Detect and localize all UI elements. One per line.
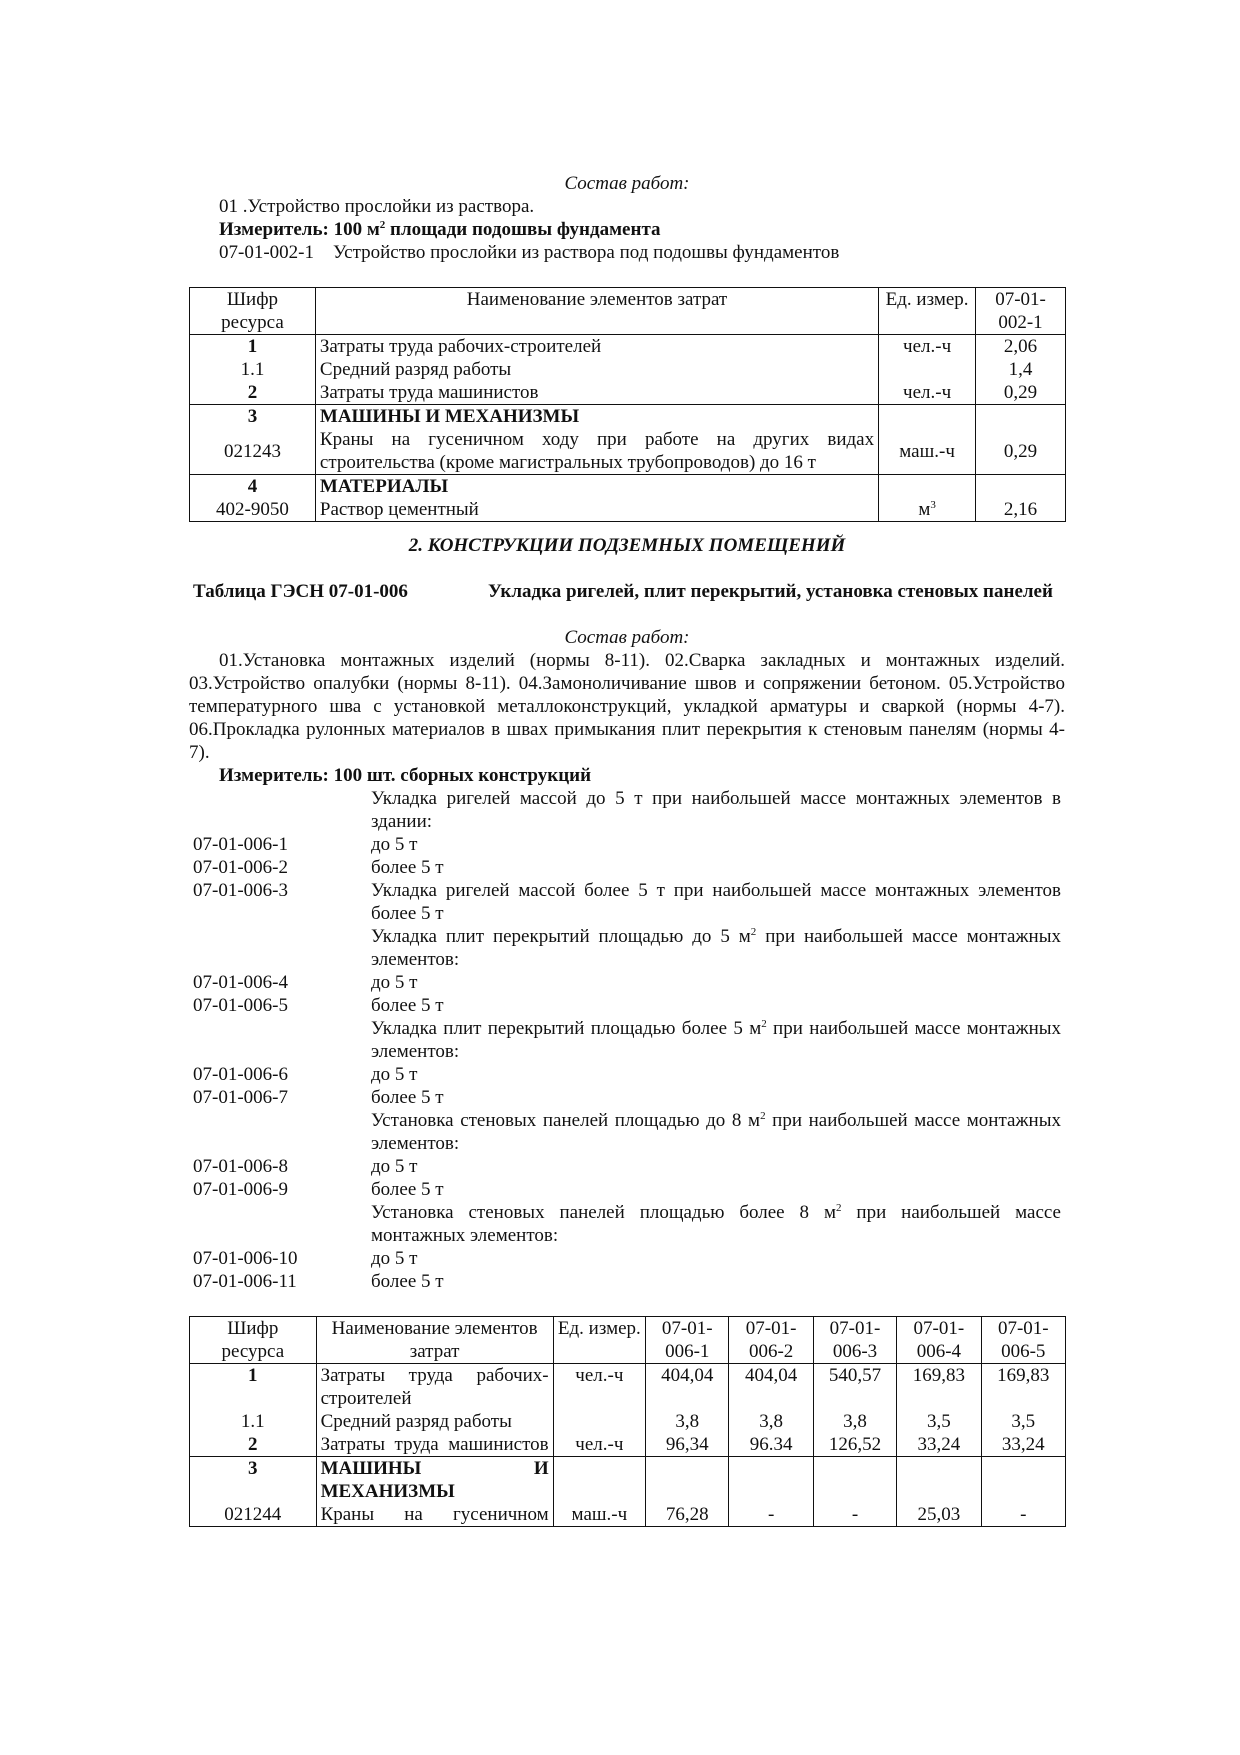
row-value: - bbox=[729, 1503, 813, 1527]
table-header bbox=[190, 1317, 1066, 1364]
list-item: 07-01-006-10 до 5 т bbox=[193, 1248, 418, 1269]
row-value: 3,8 bbox=[646, 1410, 729, 1433]
row-value: 76,28 bbox=[646, 1503, 729, 1527]
header-unit: Ед. измер. bbox=[553, 1317, 645, 1364]
row-code: 4 bbox=[190, 475, 316, 499]
norm-code: 07-01-002-1 bbox=[219, 242, 314, 263]
row-value: - bbox=[981, 1503, 1065, 1527]
row-unit: маш.-ч bbox=[879, 428, 976, 475]
row-code: 1.1 bbox=[190, 1410, 317, 1433]
row-value: 0,29 bbox=[976, 381, 1066, 405]
row-value: 1,4 bbox=[976, 358, 1066, 381]
list-item: 07-01-006-4 до 5 т bbox=[193, 972, 418, 993]
row-code: 1.1 bbox=[190, 358, 316, 381]
header-name: Наименование элементов затрат bbox=[316, 1317, 553, 1364]
row-unit: чел.-ч bbox=[879, 381, 976, 405]
list-item: 07-01-006-9 более 5 т bbox=[193, 1179, 444, 1200]
row-unit: чел.-ч bbox=[553, 1433, 645, 1457]
table-row bbox=[190, 1410, 1066, 1433]
composition-text: 01.Установка монтажных изделий (нормы 8-11). 02.Сварка закладных и монтажных изделий. 03.Устройство опалубки (нормы 8-11). 04.Замоноличивание швов и сопряжении бетоном. 05.Устройство температурного шва с установкой металлоконструкций, укладкой арматуры и сваркой (нормы 4-7). 06.Прокладка рулонных материалов в швах примыкания плит перекрытия к стеновым панелям (нормы 4-7). bbox=[189, 650, 1065, 763]
header-code: Шифр ресурса bbox=[190, 288, 316, 335]
header-col: 07-01-006-4 bbox=[897, 1317, 981, 1364]
row-name: Затраты труда рабочих-строителей bbox=[316, 1364, 553, 1411]
row-value: 2,06 bbox=[976, 335, 1066, 359]
header-name: Наименование элементов затрат bbox=[315, 288, 878, 335]
measure-line bbox=[189, 218, 1065, 241]
list-item: 07-01-006-2 более 5 т bbox=[193, 857, 444, 878]
row-name: МАШИНЫ И МЕХАНИЗМЫ bbox=[315, 405, 878, 429]
table-row bbox=[190, 381, 1066, 405]
list-item: 07-01-006-7 более 5 т bbox=[193, 1087, 444, 1108]
list-item: Укладка ригелей массой до 5 т при наибольшей массе монтажных элементов в здании: bbox=[371, 788, 1061, 832]
row-code: 021244 bbox=[190, 1503, 317, 1527]
header-col: 07-01-006-1 bbox=[646, 1317, 729, 1364]
norm-codes-list bbox=[189, 787, 1065, 1293]
table-row bbox=[190, 405, 1066, 429]
measure-line-2: Измеритель: 100 шт. сборных конструкций bbox=[219, 765, 592, 786]
resource-table-1 bbox=[189, 287, 1066, 522]
row-code: 3 bbox=[190, 405, 316, 429]
row-value: - bbox=[813, 1503, 896, 1527]
list-item: 07-01-006-1 до 5 т bbox=[193, 834, 418, 855]
table-row bbox=[190, 475, 1066, 499]
resource-table-2 bbox=[189, 1316, 1066, 1527]
header-col: 07-01-006-2 bbox=[729, 1317, 813, 1364]
table-row bbox=[190, 428, 1066, 475]
measure-suffix: площади подошвы фундамента bbox=[385, 219, 661, 240]
row-name: Раствор цементный bbox=[315, 498, 878, 522]
table-row bbox=[190, 358, 1066, 381]
table-row bbox=[190, 1457, 1066, 1504]
header-col: 07-01-002-1 bbox=[976, 288, 1066, 335]
table-header bbox=[190, 288, 1066, 335]
row-value: 33,24 bbox=[897, 1433, 981, 1457]
measure-sup: 2 bbox=[379, 219, 386, 231]
row-code: 1 bbox=[190, 335, 316, 359]
row-name: Затраты труда машинистов bbox=[315, 381, 878, 405]
row-unit bbox=[553, 1410, 645, 1433]
composition-title: Состав работ: bbox=[564, 173, 690, 194]
section-heading: 2. КОНСТРУКЦИИ ПОДЗЕМНЫХ ПОМЕЩЕНИЙ bbox=[408, 535, 846, 556]
row-value: 96,34 bbox=[646, 1433, 729, 1457]
table-label: Таблица ГЭСН 07-01-006 bbox=[193, 581, 408, 602]
list-item: 07-01-006-3 Укладка ригелей массой более 5 т при наибольшей массе монтажных элементов более 5 т bbox=[193, 880, 1061, 924]
row-value: 126,52 bbox=[813, 1433, 896, 1457]
row-code: 2 bbox=[190, 381, 316, 405]
row-code: 2 bbox=[190, 1433, 317, 1457]
row-unit: чел.-ч bbox=[879, 335, 976, 359]
row-name: Средний разряд работы bbox=[316, 1410, 553, 1433]
row-unit: $м^3$ bbox=[879, 498, 976, 522]
row-name: Затраты труда рабочих-строителей bbox=[315, 335, 878, 359]
row-value: 404,04 bbox=[729, 1364, 813, 1411]
list-item: 07-01-006-5 более 5 т bbox=[193, 995, 444, 1016]
header-code: Шифр ресурса bbox=[190, 1317, 317, 1364]
row-code: 402-9050 bbox=[190, 498, 316, 522]
row-value: 169,83 bbox=[981, 1364, 1065, 1411]
row-name: Затраты труда машинистов bbox=[316, 1433, 553, 1457]
row-value: 3,8 bbox=[813, 1410, 896, 1433]
table-title bbox=[189, 580, 1065, 603]
norm-line bbox=[189, 241, 1065, 264]
row-value: 3,8 bbox=[729, 1410, 813, 1433]
composition-item: 01 .Устройство прослойки из раствора. bbox=[219, 196, 535, 217]
row-value: 540,57 bbox=[813, 1364, 896, 1411]
row-value: 33,24 bbox=[981, 1433, 1065, 1457]
row-unit: чел.-ч bbox=[553, 1364, 645, 1411]
list-item: Укладка плит перекрытий площадью более 5 $м^2$ при наибольшей массе монтажных элементов: bbox=[371, 1018, 1061, 1062]
row-value: 2,16 bbox=[976, 498, 1066, 522]
header-col: 07-01-006-5 bbox=[981, 1317, 1065, 1364]
list-item: Укладка плит перекрытий площадью до 5 $м^2$ при наибольшей массе монтажных элементов: bbox=[371, 926, 1061, 970]
table-row bbox=[190, 1364, 1066, 1411]
list-item: Установка стеновых панелей площадью до 8 $м^2$ при наибольшей массе монтажных элементов: bbox=[371, 1110, 1061, 1154]
list-item: 07-01-006-11 более 5 т bbox=[193, 1271, 444, 1292]
row-code: 3 bbox=[190, 1457, 317, 1504]
list-item: 07-01-006-6 до 5 т bbox=[193, 1064, 418, 1085]
list-item: 07-01-006-8 до 5 т bbox=[193, 1156, 418, 1177]
table-row bbox=[190, 498, 1066, 522]
row-name: Краны на гусеничном ходу при работе на других видах строительства (кроме магистральных трубопроводов) до 16 т bbox=[315, 428, 878, 475]
row-value: 169,83 bbox=[897, 1364, 981, 1411]
row-name: Средний разряд работы bbox=[315, 358, 878, 381]
table-title-text: Укладка ригелей, плит перекрытий, установка стеновых панелей bbox=[488, 581, 1053, 602]
row-name: Краны на гусеничном bbox=[316, 1503, 553, 1527]
norm-desc: Устройство прослойки из раствора под подошвы фундаментов bbox=[332, 242, 840, 263]
table-row bbox=[190, 1433, 1066, 1457]
header-unit: Ед. измер. bbox=[879, 288, 976, 335]
row-value: 3,5 bbox=[981, 1410, 1065, 1433]
row-unit: маш.-ч bbox=[553, 1503, 645, 1527]
row-value: 25,03 bbox=[897, 1503, 981, 1527]
row-unit bbox=[879, 358, 976, 381]
list-item: Установка стеновых панелей площадью более 8 $м^2$ при наибольшей массе монтажных элементов: bbox=[371, 1202, 1061, 1246]
row-name: МАШИНЫ И МЕХАНИЗМЫ bbox=[316, 1457, 553, 1504]
document-page bbox=[189, 172, 1065, 1527]
row-code: 1 bbox=[190, 1364, 317, 1411]
table-row bbox=[190, 335, 1066, 359]
measure-prefix: Измеритель: 100 м bbox=[219, 219, 380, 240]
row-value: 0,29 bbox=[976, 428, 1066, 475]
composition-title-2: Состав работ: bbox=[564, 627, 690, 648]
row-code: 021243 bbox=[190, 428, 316, 475]
row-value: 404,04 bbox=[646, 1364, 729, 1411]
header-col: 07-01-006-3 bbox=[813, 1317, 896, 1364]
row-value: 96.34 bbox=[729, 1433, 813, 1457]
row-value: 3,5 bbox=[897, 1410, 981, 1433]
table-row bbox=[190, 1503, 1066, 1527]
row-name: МАТЕРИАЛЫ bbox=[315, 475, 878, 499]
